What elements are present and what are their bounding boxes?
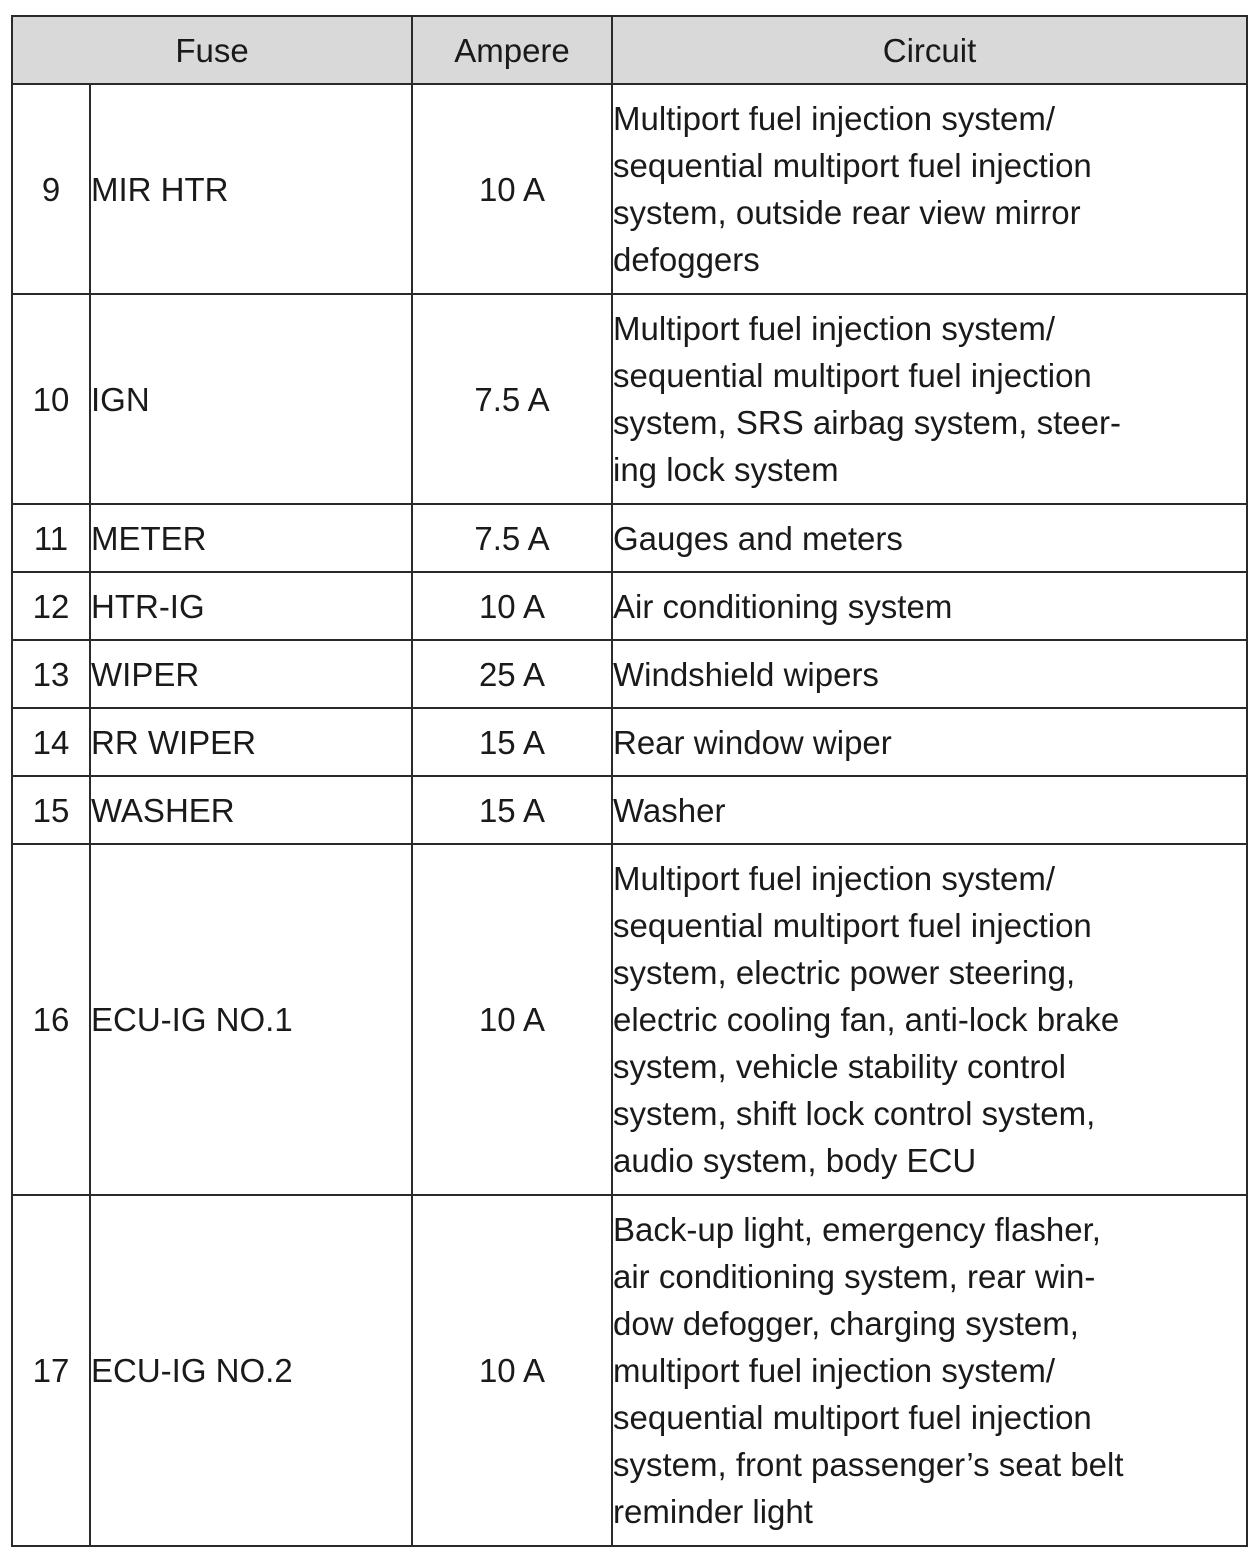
circuit-line: sequential multiport fuel injection: [613, 1399, 1092, 1436]
fuse-circuit: [612, 572, 1247, 640]
fuse-number: 14: [12, 708, 90, 776]
circuit-line: system, shift lock control system,: [613, 1095, 1096, 1132]
circuit-line: system, outside rear view mirror: [613, 194, 1081, 231]
fuse-ampere: 15 A: [412, 776, 612, 844]
fuse-circuit: [612, 776, 1247, 844]
circuit-line: multiport fuel injection system/: [613, 1352, 1056, 1389]
fuse-ampere: 10 A: [412, 84, 612, 294]
circuit-line: defoggers: [613, 241, 760, 278]
fuse-circuit: [612, 1195, 1247, 1546]
table-row: [12, 294, 1247, 504]
circuit-line: Multiport fuel injection system/: [613, 100, 1056, 137]
circuit-line: sequential multiport fuel injection: [613, 357, 1092, 394]
fuse-name: MIR HTR: [90, 84, 412, 294]
circuit-line: Rear window wiper: [613, 723, 892, 761]
fuse-ampere: 10 A: [412, 1195, 612, 1546]
table-row: [12, 776, 1247, 844]
fuse-ampere: 10 A: [412, 572, 612, 640]
circuit-line: dow defogger, charging system,: [613, 1305, 1079, 1342]
circuit-line: system, electric power steering,: [613, 954, 1076, 991]
fuse-number: 12: [12, 572, 90, 640]
fuse-name: HTR-IG: [90, 572, 412, 640]
table-row: [12, 572, 1247, 640]
fuse-name: METER: [90, 504, 412, 572]
fuse-number: 15: [12, 776, 90, 844]
fuse-number: 11: [12, 504, 90, 572]
fuse-circuit: [612, 294, 1247, 504]
circuit-line: air conditioning system, rear win-: [613, 1258, 1096, 1295]
table-body: [12, 84, 1247, 1546]
fuse-name: IGN: [90, 294, 412, 504]
fuse-name: ECU-IG NO.1: [90, 844, 412, 1195]
fuse-number: 13: [12, 640, 90, 708]
fuse-number: 16: [12, 844, 90, 1195]
circuit-line: audio system, body ECU: [613, 1142, 977, 1179]
circuit-line: system, SRS airbag system, steer-: [613, 404, 1121, 441]
fuse-ampere: 10 A: [412, 844, 612, 1195]
fuse-name: RR WIPER: [90, 708, 412, 776]
header-fuse: Fuse: [12, 16, 412, 84]
fuse-name: WIPER: [90, 640, 412, 708]
circuit-line: sequential multiport fuel injection: [613, 147, 1092, 184]
circuit-line: sequential multiport fuel injection: [613, 907, 1092, 944]
circuit-line: electric cooling fan, anti-lock brake: [613, 1001, 1120, 1038]
fuse-number: 9: [12, 84, 90, 294]
circuit-line: Washer: [613, 791, 726, 829]
fuse-circuit: [612, 640, 1247, 708]
circuit-line: ing lock system: [613, 451, 839, 488]
circuit-line: reminder light: [613, 1493, 813, 1530]
circuit-line: Multiport fuel injection system/: [613, 310, 1056, 347]
fuse-name: WASHER: [90, 776, 412, 844]
table-row: [12, 1195, 1247, 1546]
fuse-circuit: [612, 84, 1247, 294]
fuse-circuit: [612, 708, 1247, 776]
circuit-line: Multiport fuel injection system/: [613, 860, 1056, 897]
circuit-line: Back-up light, emergency flasher,: [613, 1211, 1101, 1248]
fuse-ampere: 15 A: [412, 708, 612, 776]
header-circuit: Circuit: [612, 16, 1247, 84]
table-row: [12, 708, 1247, 776]
table-row: [12, 84, 1247, 294]
fuse-circuit: [612, 844, 1247, 1195]
fuse-circuit: [612, 504, 1247, 572]
table-row: [12, 844, 1247, 1195]
fuse-ampere: 25 A: [412, 640, 612, 708]
header-row: [12, 16, 1247, 84]
fuse-number: 17: [12, 1195, 90, 1546]
circuit-line: system, vehicle stability control: [613, 1048, 1066, 1085]
circuit-line: Windshield wipers: [613, 655, 879, 693]
fuse-number: 10: [12, 294, 90, 504]
header-ampere: Ampere: [412, 16, 612, 84]
circuit-line: system, front passenger’s seat belt: [613, 1446, 1124, 1483]
table-row: [12, 504, 1247, 572]
fuse-table: [11, 15, 1248, 1547]
table-row: [12, 640, 1247, 708]
circuit-line: Gauges and meters: [613, 519, 903, 557]
fuse-ampere: 7.5 A: [412, 504, 612, 572]
fuse-ampere: 7.5 A: [412, 294, 612, 504]
fuse-name: ECU-IG NO.2: [90, 1195, 412, 1546]
circuit-line: Air conditioning system: [613, 587, 953, 625]
